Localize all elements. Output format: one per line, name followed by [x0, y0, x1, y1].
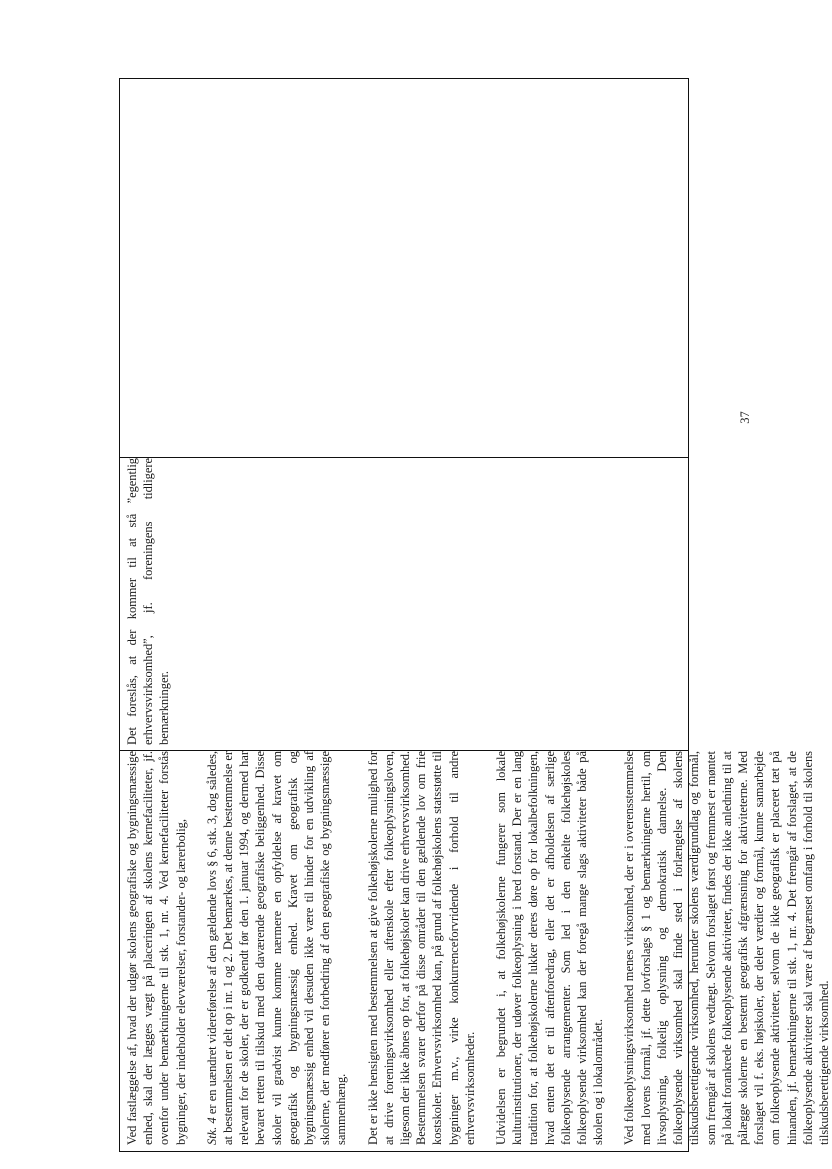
- paragraph-folkeoplysningsvirksomhed: Ved folkeoplysningsvirksomhed menes virksomhed, der er i overensstemmelse med lovens formål, jf. dette lovforslags § 1 og bemærkningerne hertil, om livsoplysning, folkelig oplysning og demokratisk dannelse. Den folkeoplysende virksomhed skal finde sted i forlængelse af skolens tilskudsberettigende virksomhed, herunder skolens værdigrundlag og formål, som fremgår af skolens vedtægt. Selvom forslaget først og fremmest er møntet på lokalt forankrede folkeoplysende aktiviteter, findes der ikke anledning til at pålægge skolerne en bestemt geografisk afgrænsning for aktiviteterne. Med forslaget vil f. eks. højskoler, der deler værdier og formål, kunne samarbejde om folkeoplysende aktiviteter, selvom de ikke geografisk er placeret tæt på hinanden, jf. bemærkningerne til stk. 1, nr. 4. Det fremgår af forslaget, at de folkeoplysende aktiviteter skal være af begrænset omfang i forhold til skolens tilskudsberettigende virksomhed.: [622, 751, 831, 1145]
- comment-column: [124, 458, 173, 745]
- stk4-label: Stk. 4: [204, 1117, 219, 1145]
- paragraph-kernefaciliteter: Ved fastlæggelse af, hvad der udgør skolens geografiske og bygningsmæssige enhed, skal der lægges vægt på placeringen af skolens kernefaciliteter, jf. ovenfor under bemærkningerne til stk. 1, nr. 4. Ved kernefaciliteter forstås bygninger, der indeholder elevværelser, forstander- og lærerbolig,: [125, 751, 188, 1145]
- bill-remarks-column: [124, 751, 832, 1145]
- paragraph-stk4: [204, 751, 350, 1145]
- paragraph-udvidelsen: Udvidelsen er begrundet i, at folkehøjskolerne fungerer som lokale kulturinstitutioner, der udøver folkeoplysning i bred forstand. Der er en lang tradition for, at folkehøjskolerne lukker deres døre op for lokalbefolkningen, hvad enten det er til aftenforedrag, eller det er afholdelsen af særlige folkeoplysende arrangementer. Som led i den enkelte folkehøjskoles folkeoplysende virksomhed kan der foregå mange slags aktiviteter både på skolen og i lokalområdet.: [494, 751, 606, 1145]
- comment-erhvervsvirksomhed: Det foreslås, at der kommer til at stå ”egentlig erhvervsvirksomhed”, jf. foreningens tidligere bemærkninger.: [125, 458, 172, 745]
- page-number: 37: [737, 411, 752, 424]
- column-divider: [120, 457, 688, 458]
- paragraph-erhvervsvirksomhed: Det er ikke hensigten med bestemmelsen at give folkehøjskolerne mulighed for at drive foreningsvirksomhed eller aftenskole efter folkeoplysningsloven, ligesom der ikke åbnes op for, at folkehøjskoler kan drive erhvervsvirksomhed. Bestemmelsen svarer derfor på disse områder til den gældende lov om frie kostskoler. Erhvervsvirksomhed kan, på grund af folkehøjskolens statsstøtte til bygninger m.v., virke konkurrenceforvridende i forhold til andre erhvervsvirksomheder.: [365, 751, 477, 1145]
- stk4-text: er en uændret videreførelse af den gældende lovs § 6, stk. 3, dog således, at bestemmelsen er delt op i nr. 1 og 2. Det bemærkes, at denne bestemmelse er relevant for de skoler, der er godkendt før den 1. januar 1994, og dermed har bevaret retten til tilskud med den daværende geografiske beliggenhed. Disse skoler vil gradvist kunne komme nærmere en opfyldelse af kravet om geografisk og bygningsmæssig enhed. Kravet om geografisk og bygningsmæssig enhed vil desuden ikke være til hinder for en udvikling af skolerne, der medfører en forbedring af den geografiske og bygningsmæssige sammenhæng.: [204, 751, 349, 1145]
